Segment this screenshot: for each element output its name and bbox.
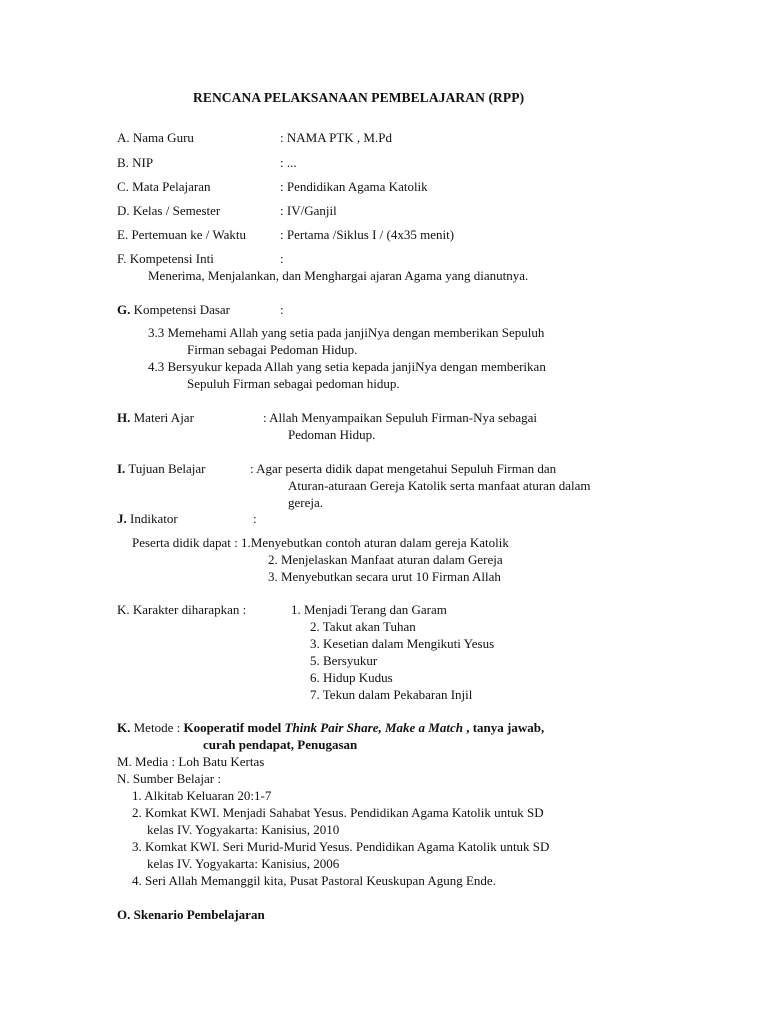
field-value-kompetensi-inti: :: [280, 251, 284, 266]
metode-part2: Think Pair Share, Make a Match: [284, 720, 463, 735]
indikator-colon: :: [253, 511, 257, 526]
tujuan-heading: [117, 460, 205, 477]
karakter-label: K. Karakter diharapkan :: [117, 602, 247, 617]
tujuan-letter: I.: [117, 461, 126, 476]
karakter-item-7: 7. Tekun dalam Pekabaran Injil: [310, 687, 473, 702]
karakter-item-3: 3. Kesetian dalam Mengikuti Yesus: [310, 636, 495, 651]
indikator-heading: [117, 510, 178, 527]
indikator-item-2: 2. Menjelaskan Manfaat aturan dalam Gereja: [268, 552, 503, 567]
field-value-nip: : ...: [280, 155, 297, 170]
sumber-label: N. Sumber Belajar :: [117, 771, 221, 786]
indikator-item-3: 3. Menyebutkan secara urut 10 Firman Allah: [268, 569, 501, 584]
skenario-heading: O. Skenario Pembelajaran: [117, 907, 265, 922]
metode-part3: , tanya jawab,: [466, 720, 545, 735]
tujuan-value: : Agar peserta didik dapat mengetahui Sepuluh Firman dan: [250, 461, 557, 476]
materi-ajar-heading: [117, 409, 194, 426]
field-value-kelas-semester: : IV/Ganjil: [280, 203, 337, 218]
materi-ajar-letter: H.: [117, 410, 131, 425]
kompetensi-dasar-item-2-cont: Sepuluh Firman sebagai pedoman hidup.: [187, 376, 400, 391]
field-value-nama-guru: : NAMA PTK , M.Pd: [280, 130, 392, 145]
karakter-item-1: 1. Menjadi Terang dan Garam: [291, 602, 447, 617]
kompetensi-dasar-item-2: 4.3 Bersyukur kepada Allah yang setia kepada janjiNya dengan memberikan: [148, 359, 546, 374]
sumber-item-4: 4. Seri Allah Memanggil kita, Pusat Pastoral Keuskupan Agung Ende.: [132, 873, 496, 888]
sumber-item-1: 1. Alkitab Keluaran 20:1-7: [132, 788, 272, 803]
kompetensi-dasar-item-1-cont: Firman sebagai Pedoman Hidup.: [187, 342, 358, 357]
field-label-pertemuan-waktu: E. Pertemuan ke / Waktu: [117, 227, 247, 242]
indikator-label: Indikator: [130, 511, 178, 526]
kompetensi-dasar-colon: :: [280, 302, 284, 317]
metode-line2: curah pendapat, Penugasan: [203, 737, 358, 752]
field-value-mata-pelajaran: : Pendidikan Agama Katolik: [280, 179, 428, 194]
karakter-item-6: 6. Hidup Kudus: [310, 670, 393, 685]
indikator-letter: J.: [117, 511, 127, 526]
materi-ajar-value-cont: Pedoman Hidup.: [288, 427, 376, 442]
metode-letter: K.: [117, 720, 131, 735]
field-label-nama-guru: A. Nama Guru: [117, 130, 194, 145]
metode-line: [117, 719, 544, 736]
karakter-item-2: 2. Takut akan Tuhan: [310, 619, 416, 634]
kompetensi-dasar-item-1: 3.3 Memehami Allah yang setia pada janjiNya dengan memberikan Sepuluh: [148, 325, 545, 340]
field-label-kompetensi-inti: F. Kompetensi Inti: [117, 251, 214, 266]
tujuan-value-line3: gereja.: [288, 495, 324, 510]
tujuan-value-line2: Aturan-aturaan Gereja Katolik serta manfaat aturan dalam: [288, 478, 591, 493]
field-label-kelas-semester: D. Kelas / Semester: [117, 203, 221, 218]
kompetensi-dasar-label: Kompetensi Dasar: [133, 302, 231, 317]
kompetensi-dasar-letter: G.: [117, 302, 131, 317]
kompetensi-dasar-heading: [117, 301, 230, 318]
media-line: M. Media : Loh Batu Kertas: [117, 754, 265, 769]
materi-ajar-label: Materi Ajar: [133, 410, 194, 425]
metode-part1: Kooperatif model: [183, 720, 282, 735]
document-title: RENCANA PELAKSANAAN PEMBELAJARAN (RPP): [193, 90, 525, 105]
field-value-pertemuan-waktu: : Pertama /Siklus I / (4x35 menit): [280, 227, 455, 242]
sumber-item-2-cont: kelas IV. Yogyakarta: Kanisius, 2010: [147, 822, 340, 837]
kompetensi-inti-text: Menerima, Menjalankan, dan Menghargai ajaran Agama yang dianutnya.: [148, 268, 529, 283]
tujuan-label: Tujuan Belajar: [128, 461, 206, 476]
metode-label: Metode :: [133, 720, 181, 735]
materi-ajar-value: : Allah Menyampaikan Sepuluh Firman-Nya sebagai: [263, 410, 538, 425]
sumber-item-3-cont: kelas IV. Yogyakarta: Kanisius, 2006: [147, 856, 340, 871]
field-label-mata-pelajaran: C. Mata Pelajaran: [117, 179, 211, 194]
field-label-nip: B. NIP: [117, 155, 154, 170]
indikator-lead: Peserta didik dapat : 1.Menyebutkan contoh aturan dalam gereja Katolik: [132, 535, 509, 550]
sumber-item-3: 3. Komkat KWI. Seri Murid-Murid Yesus. Pendidikan Agama Katolik untuk SD: [132, 839, 550, 854]
karakter-item-5: 5. Bersyukur: [310, 653, 378, 668]
sumber-item-2: 2. Komkat KWI. Menjadi Sahabat Yesus. Pendidikan Agama Katolik untuk SD: [132, 805, 544, 820]
